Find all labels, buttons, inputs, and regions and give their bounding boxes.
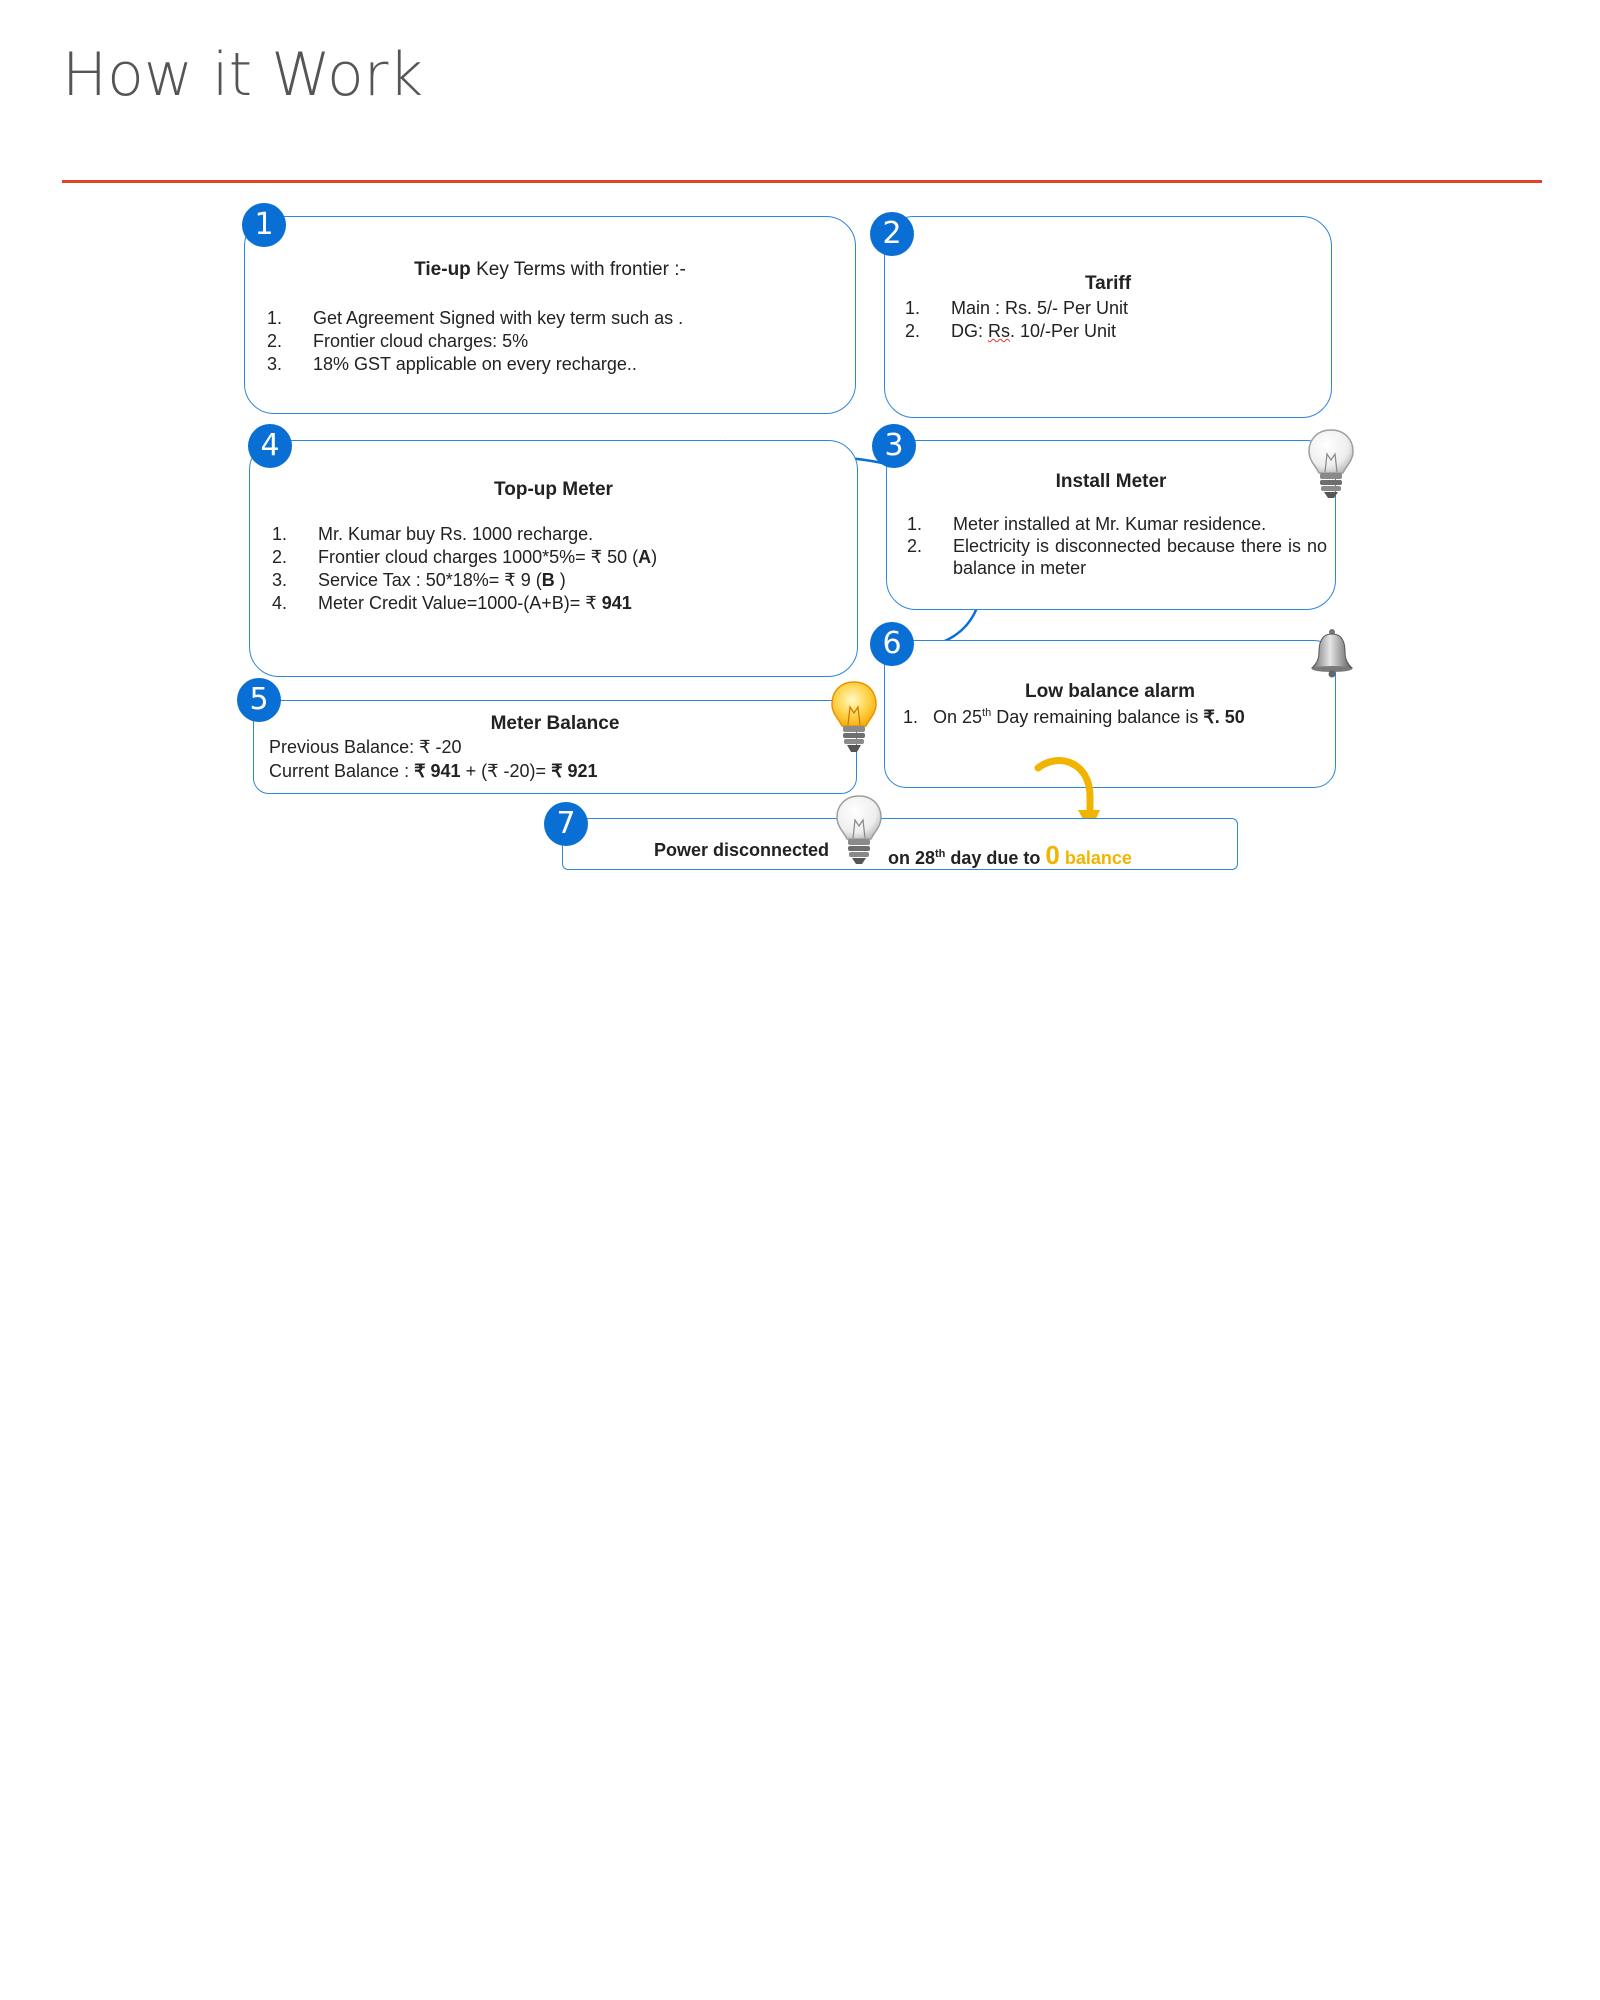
- step-4-badge: 4: [248, 424, 292, 468]
- bulb-on-icon: [829, 680, 879, 756]
- list-item: [267, 307, 683, 330]
- item-text-c: ): [554, 570, 566, 590]
- item-number: 3.: [267, 354, 283, 374]
- item-sup: th: [982, 707, 992, 719]
- list-item: [267, 353, 683, 376]
- bulb-off-icon: [1306, 428, 1356, 500]
- list-item: [272, 546, 657, 569]
- step-4-list: [272, 523, 657, 615]
- item-text: Electricity is disconnected because there is no balance in meter: [953, 536, 1327, 578]
- step-3-item-2: [907, 535, 1327, 579]
- item-text: [318, 569, 566, 592]
- current-balance-label: Current Balance :: [269, 761, 415, 781]
- item-text: [318, 546, 657, 569]
- step-1-list: [267, 307, 683, 376]
- page-title: How it Work: [62, 40, 424, 110]
- bell-icon: [1310, 628, 1354, 678]
- current-balance-op: + (₹ -20)=: [460, 761, 552, 781]
- item-number: 1.: [272, 524, 288, 544]
- step-7-text-day: [888, 840, 1132, 871]
- item-text-b: Rs: [988, 321, 1011, 341]
- step-7-text-c: day due to: [945, 848, 1046, 868]
- item-text-a: On 25: [933, 707, 983, 727]
- step-3-card: [886, 440, 1336, 610]
- step-6-badge: 6: [870, 622, 914, 666]
- bulb-off-icon: [834, 794, 884, 866]
- item-text-a: Frontier cloud charges 1000*5%= ₹ 50 (: [318, 547, 639, 567]
- item-text: Main : Rs. 5/- Per Unit: [951, 298, 1129, 318]
- step-5-current-balance: [269, 759, 598, 783]
- list-item: [272, 523, 657, 546]
- item-number: 1.: [905, 298, 921, 318]
- item-number: 1.: [267, 308, 283, 328]
- item-number: 2.: [907, 536, 923, 556]
- step-2-card: [884, 216, 1332, 418]
- item-text: Frontier cloud charges: 5%: [313, 331, 529, 351]
- step-7-badge: 7: [544, 802, 588, 846]
- step-6-card: [884, 640, 1336, 788]
- item-number: 2.: [272, 547, 288, 567]
- step-5-card: [253, 700, 857, 794]
- step-6-title: Low balance alarm: [1024, 681, 1195, 702]
- item-text-a: Meter Credit Value=1000-(A+B)= ₹: [318, 593, 602, 613]
- list-item: [905, 320, 1128, 343]
- item-number: 3.: [272, 570, 288, 590]
- step-7-text-b: on 28: [888, 848, 936, 868]
- step-7-balance: balance: [1059, 848, 1132, 868]
- list-item: [272, 592, 657, 615]
- item-text-a: Service Tax : 50*18%= ₹ 9 (: [318, 570, 542, 590]
- list-item: [267, 330, 683, 353]
- list-item: [272, 569, 657, 592]
- item-text: Meter installed at Mr. Kumar residence.: [953, 514, 1267, 534]
- item-text-a: DG:: [951, 321, 989, 341]
- current-balance-credit: ₹ 941: [414, 761, 461, 781]
- step-3-item-1: [907, 513, 1327, 535]
- item-number: 4.: [272, 593, 288, 613]
- step-7-sup: th: [935, 848, 946, 860]
- step-7-text-power: Power disconnected: [654, 840, 830, 860]
- step-7-zero: 0: [1045, 840, 1060, 870]
- item-number: 1.: [903, 707, 919, 727]
- step-1-title-rest: Key Terms with frontier :-: [470, 259, 686, 280]
- step-2-title: Tariff: [1084, 273, 1132, 294]
- current-balance-total: ₹ 921: [551, 761, 598, 781]
- list-item: [905, 297, 1128, 320]
- step-1-title-bold: Tie-up: [414, 259, 471, 280]
- item-number: 1.: [907, 514, 923, 534]
- step-5-title: Meter Balance: [490, 713, 620, 734]
- item-text: 18% GST applicable on every recharge..: [313, 354, 637, 374]
- item-text: [951, 320, 1116, 343]
- step-5-previous-balance: Previous Balance: ₹ -20: [269, 737, 462, 757]
- step-6-item: [903, 701, 1245, 729]
- item-text-b: A: [638, 547, 652, 567]
- item-text: [318, 592, 632, 615]
- item-text: Mr. Kumar buy Rs. 1000 recharge.: [318, 524, 594, 544]
- item-number: 2.: [905, 321, 921, 341]
- item-number: 2.: [267, 331, 283, 351]
- step-1-card: [244, 216, 856, 414]
- step-4-card: [249, 440, 858, 677]
- step-1-badge: 1: [242, 203, 286, 247]
- step-2-list: [905, 297, 1128, 343]
- step-3-title: Install Meter: [1055, 471, 1167, 492]
- step-3-badge: 3: [872, 424, 916, 468]
- item-text-b: 941: [601, 593, 632, 613]
- step-4-title: Top-up Meter: [494, 479, 613, 500]
- item-text: Get Agreement Signed with key term such as .: [313, 308, 684, 328]
- step-5-badge: 5: [237, 678, 281, 722]
- item-text-b: B: [541, 570, 555, 590]
- item-text-b: Day remaining balance is: [991, 707, 1204, 727]
- step-1-title: [245, 259, 855, 281]
- item-amount: ₹. 50: [1203, 707, 1245, 727]
- item-text-c: ): [651, 547, 658, 567]
- step-2-badge: 2: [870, 212, 914, 256]
- item-text-c: . 10/-Per Unit: [1010, 321, 1117, 341]
